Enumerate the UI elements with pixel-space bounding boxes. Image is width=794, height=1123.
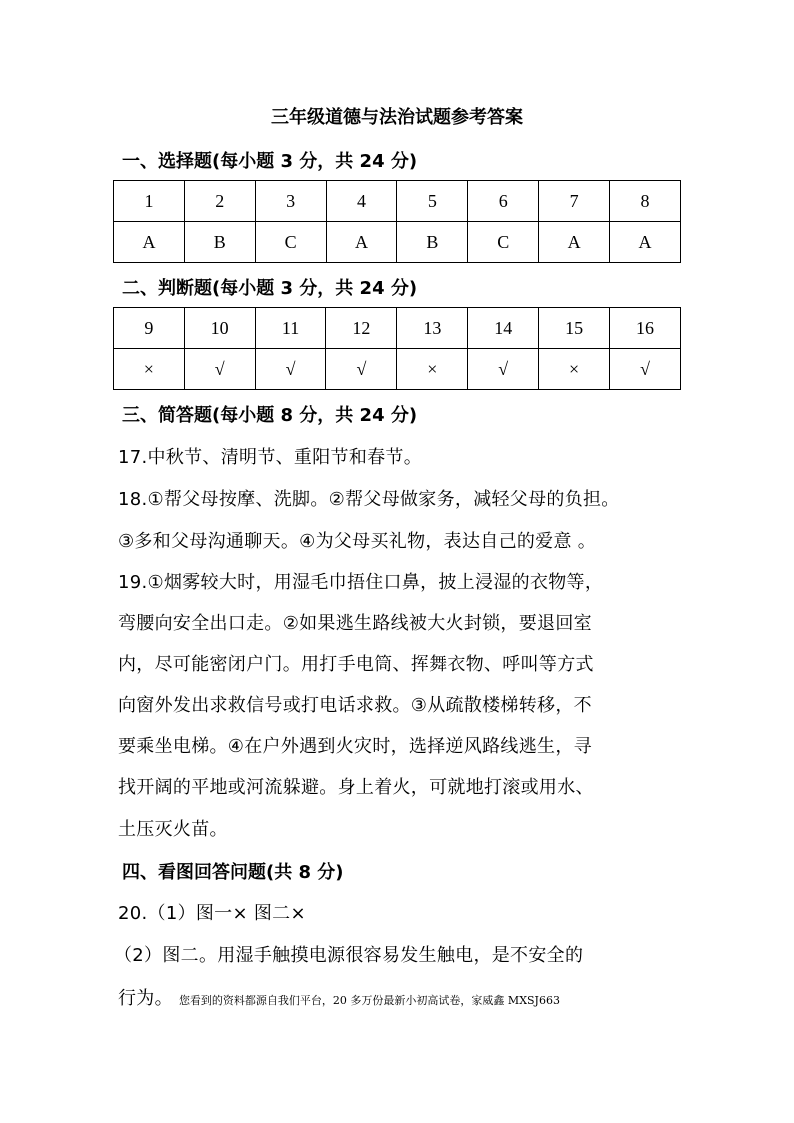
question-number: 16 <box>610 308 681 349</box>
choice-answer-table <box>113 180 681 263</box>
answer-cell: √ <box>255 349 326 390</box>
answer-cell: √ <box>610 349 681 390</box>
answer-line: 找开阔的平地或河流躲避。身上着火，可就地打滚或用水、 <box>118 777 594 798</box>
answer-cell: × <box>114 349 185 390</box>
answer-cell: B <box>397 222 468 263</box>
answer-line: 弯腰向安全出口走。②如果逃生路线被大火封锁，要退回室 <box>118 613 592 634</box>
answer-line: 19.①烟雾较大时，用湿毛巾捂住口鼻，披上浸湿的衣物等， <box>118 572 604 593</box>
question-number: 2 <box>184 181 255 222</box>
question-number: 4 <box>326 181 397 222</box>
answer-line: （2）图二。用湿手触摸电源很容易发生触电，是不安全的 <box>114 945 584 966</box>
question-number: 6 <box>468 181 539 222</box>
source-note: 您看到的资料都源自我们平台，20 多万份最新小初高试卷，家威鑫 MXSJ663 <box>178 994 560 1007</box>
question-number: 15 <box>539 308 610 349</box>
question-number: 13 <box>397 308 468 349</box>
question-number: 12 <box>326 308 397 349</box>
question-number: 14 <box>468 308 539 349</box>
section3-heading: 三、简答题(每小题 8 分，共 24 分) <box>122 405 418 426</box>
answer-cell: B <box>184 222 255 263</box>
answer-line-with-note <box>118 984 688 1010</box>
answer-line: ③多和父母沟通聊天。④为父母买礼物，表达自己的爱意 。 <box>118 531 597 552</box>
question-number: 1 <box>114 181 185 222</box>
answer-line: 20.（1）图一× 图二× <box>118 903 306 924</box>
answer-cell: A <box>114 222 185 263</box>
answer-line: 18.①帮父母按摩、洗脚。②帮父母做家务，减轻父母的负担。 <box>118 489 620 510</box>
question-number: 5 <box>397 181 468 222</box>
question-number: 11 <box>255 308 326 349</box>
question-number: 3 <box>255 181 326 222</box>
answer-text: 行为。 <box>118 988 173 1009</box>
answer-line: 内，尽可能密闭户门。用打手电筒、挥舞衣物、呼叫等方式 <box>118 654 594 675</box>
answer-cell: A <box>326 222 397 263</box>
section2-heading: 二、判断题(每小题 3 分，共 24 分) <box>122 278 418 299</box>
answer-cell: C <box>255 222 326 263</box>
answer-cell: × <box>539 349 610 390</box>
question-number: 7 <box>539 181 610 222</box>
table-row-answers <box>114 222 681 263</box>
answer-cell: C <box>468 222 539 263</box>
table-row-answers <box>114 349 681 390</box>
answer-line: 要乘坐电梯。④在户外遇到火灾时，选择逆风路线逃生，寻 <box>118 736 592 757</box>
answer-line: 17.中秋节、清明节、重阳节和春节。 <box>118 447 423 468</box>
question-number: 10 <box>184 308 255 349</box>
answer-cell: √ <box>326 349 397 390</box>
answer-cell: × <box>397 349 468 390</box>
answer-cell: √ <box>468 349 539 390</box>
page-title: 三年级道德与法治试题参考答案 <box>271 107 523 128</box>
question-number: 8 <box>610 181 681 222</box>
answer-cell: √ <box>184 349 255 390</box>
table-row-numbers <box>114 308 681 349</box>
answer-line: 土压灭火苗。 <box>118 819 228 840</box>
question-number: 9 <box>114 308 185 349</box>
table-row-numbers <box>114 181 681 222</box>
judgment-answer-table <box>113 307 681 390</box>
section4-heading: 四、看图回答问题(共 8 分) <box>122 862 344 883</box>
answer-cell: A <box>539 222 610 263</box>
section1-heading: 一、选择题(每小题 3 分，共 24 分) <box>122 151 418 172</box>
answer-cell: A <box>610 222 681 263</box>
answer-line: 向窗外发出求救信号或打电话求救。③从疏散楼梯转移，不 <box>118 695 592 716</box>
